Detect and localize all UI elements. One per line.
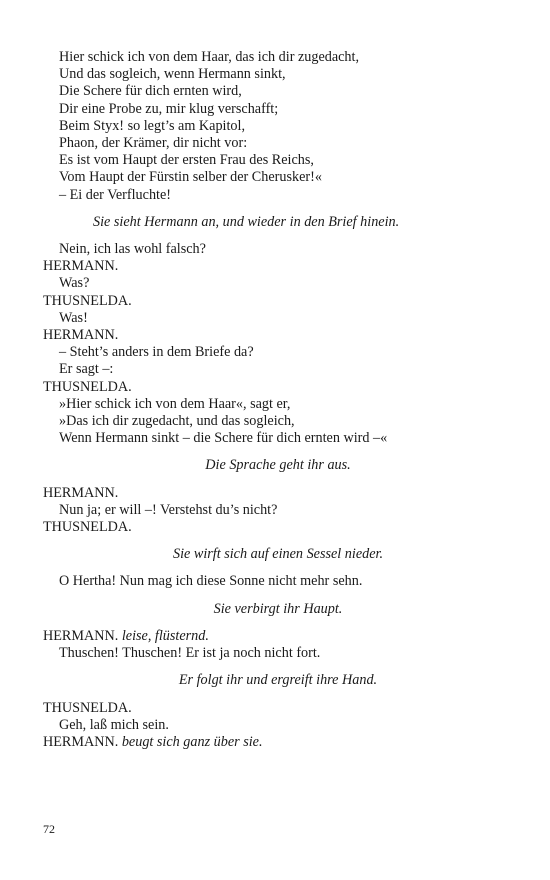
verse-line: – Steht’s anders in dem Briefe da? <box>59 344 254 361</box>
page-number: 72 <box>43 822 55 836</box>
verse-line: Dir eine Probe zu, mir klug verschafft; <box>59 100 279 117</box>
stage-direction-3: Sie wirft sich auf einen Sessel nieder. <box>172 546 384 563</box>
inline-stage-direction: beugt sich ganz über sie. <box>121 733 263 750</box>
verse-line: Phaon, der Krämer, dir nicht vor: <box>59 135 248 152</box>
verse-line: Beim Styx! so legt’s am Kapitol, <box>59 117 246 134</box>
page-text <box>43 49 513 751</box>
verse-line: Wenn Hermann sinkt – die Schere für dich ernten wird –« <box>59 430 388 447</box>
verse-line: »Hier schick ich von dem Haar«, sagt er, <box>59 395 291 412</box>
verse-line: Hier schick ich von dem Haar, das ich dir zugedacht, <box>59 49 360 65</box>
verse-block-1 <box>43 49 513 204</box>
verse-line: Was! <box>59 309 88 326</box>
verse-line: Er sagt –: <box>59 361 114 378</box>
speaker-thusnelda: THUSNELDA. <box>43 699 132 716</box>
verse-line: Thuschen! Thuschen! Er ist ja noch nicht fort. <box>59 645 321 662</box>
verse-block-2 <box>43 396 513 448</box>
speaker-thusnelda: THUSNELDA. <box>43 378 132 395</box>
speaker-hermann: HERMANN. <box>43 484 119 501</box>
verse-line: Es ist vom Haupt der ersten Frau des Reichs, <box>59 152 314 169</box>
verse-line: Die Schere für dich ernten wird, <box>59 83 242 100</box>
speaker-thusnelda: THUSNELDA. <box>43 292 132 309</box>
verse-line: Geh, laß mich sein. <box>59 716 169 733</box>
stage-direction-1: Sie sieht Hermann an, und wieder in den Brief hinein. <box>93 213 400 230</box>
verse-line: O Hertha! Nun mag ich diese Sonne nicht mehr sehn. <box>59 573 363 590</box>
speaker-name: HERMANN. <box>43 627 119 644</box>
speaker-thusnelda: THUSNELDA. <box>43 519 132 536</box>
inline-stage-direction: leise, flüsternd. <box>121 627 209 644</box>
stage-direction-2: Die Sprache geht ihr aus. <box>205 457 351 474</box>
verse-line: – Ei der Verfluchte! <box>59 186 172 203</box>
verse-line: »Das ich dir zugedacht, und das sogleich, <box>59 413 295 430</box>
speaker-hermann-leise <box>43 628 513 645</box>
speaker-hermann-beugt <box>43 734 513 751</box>
verse-line: Und das sogleich, wenn Hermann sinkt, <box>59 66 286 83</box>
speaker-hermann: HERMANN. <box>43 258 119 275</box>
verse-line: Nun ja; er will –! Verstehst du’s nicht? <box>59 501 278 518</box>
verse-line: Vom Haupt der Fürstin selber der Cherusker!« <box>59 169 322 186</box>
stage-direction-4: Sie verbirgt ihr Haupt. <box>213 600 343 617</box>
stage-direction-5: Er folgt ihr und ergreift ihre Hand. <box>178 672 378 689</box>
speaker-name: HERMANN. <box>43 733 119 750</box>
speaker-hermann: HERMANN. <box>43 327 119 344</box>
verse-line: Was? <box>59 275 90 292</box>
verse-line: Nein, ich las wohl falsch? <box>59 241 206 258</box>
